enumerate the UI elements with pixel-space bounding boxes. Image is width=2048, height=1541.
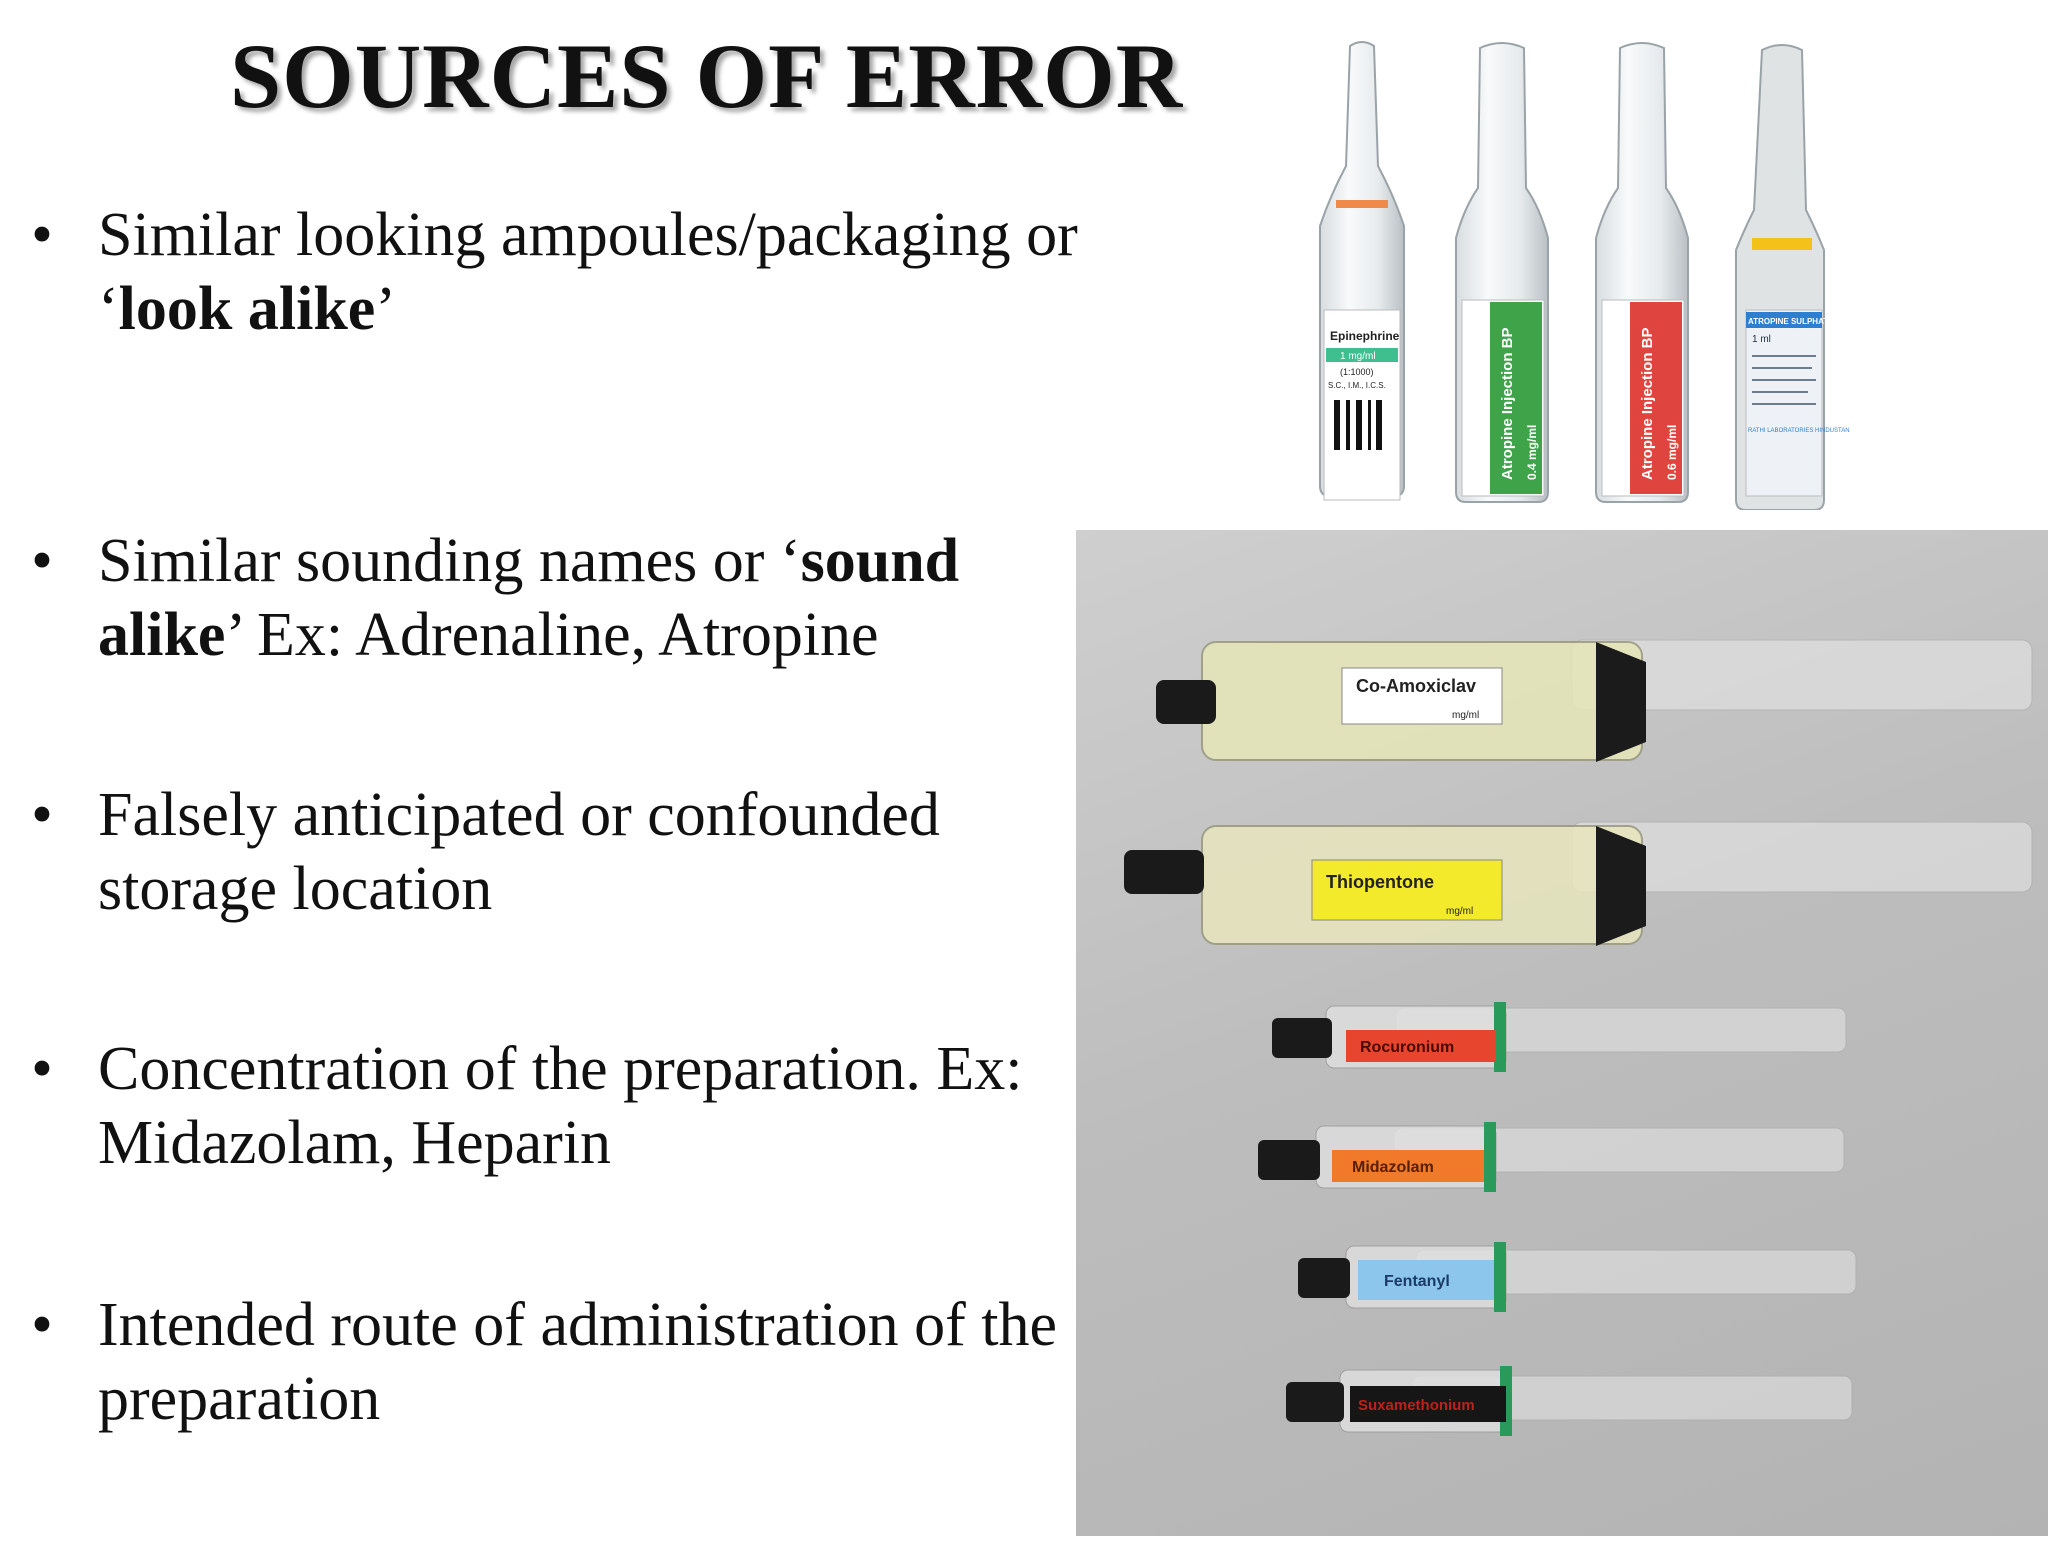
syringes-drawing <box>1076 530 2048 1536</box>
syringes-photo <box>1076 530 2048 1536</box>
ampoule-atropine-06 <box>1596 43 1688 502</box>
bullet-glyph: • <box>31 201 53 269</box>
syringe-label: Midazolam <box>1352 1159 1434 1176</box>
bullet-item <box>31 778 1078 926</box>
ampoule-label-dose: 0.6 mg/ml <box>1665 424 1679 480</box>
bullet-text-end: ’ Ex: Adrenaline, Atropine <box>225 601 879 669</box>
ampoule-label-dose: 0.4 mg/ml <box>1525 424 1539 480</box>
bullet-item <box>31 198 1078 346</box>
bullet-text: Similar sounding names or ‘ <box>98 527 801 595</box>
syringe-label: Suxamethonium <box>1358 1397 1475 1414</box>
bullet-item <box>31 1032 1078 1180</box>
syringe-label: Fentanyl <box>1384 1273 1450 1290</box>
bullet-item <box>31 524 1078 672</box>
bullet-text: Similar looking ampoules/packaging or ‘ <box>98 201 1078 343</box>
ampoule-label-dose: 1 mg/ml <box>1340 351 1376 362</box>
slide-title: SOURCES OF ERROR <box>230 25 1184 127</box>
ampoule-label-name: Epinephrine <box>1330 329 1400 343</box>
bullet-glyph: • <box>31 1035 53 1103</box>
syringe-midazolam <box>1258 1122 1844 1192</box>
syringe-rocuronium <box>1272 1002 1846 1072</box>
syringe-unit: mg/ml <box>1446 906 1474 917</box>
bullet-emphasis: look alike <box>118 275 376 343</box>
syringe-label: Rocuronium <box>1360 1039 1455 1056</box>
ampoule-epinephrine <box>1320 42 1404 500</box>
ampoules-photo <box>1300 40 1870 510</box>
ampoule-label-name: Atropine Injection BP <box>1639 327 1656 480</box>
syringe-label: Thiopentone <box>1326 872 1434 892</box>
bullet-item <box>31 1288 1078 1436</box>
syringe-suxamethonium <box>1286 1366 1852 1436</box>
ampoule-label-ratio: (1:1000) <box>1340 367 1374 377</box>
ampoule-label-name: Atropine Injection BP <box>1499 327 1516 480</box>
bullet-text-end: ’ <box>375 275 396 343</box>
syringe-fentanyl <box>1298 1242 1856 1312</box>
bullet-text: Intended route of administration of the preparation <box>98 1291 1058 1433</box>
syringe-label: Co-Amoxiclav <box>1356 676 1477 696</box>
bullet-emphasis: sound alike <box>98 527 960 669</box>
bullet-glyph: • <box>31 1291 53 1359</box>
syringe-unit: mg/ml <box>1452 710 1480 721</box>
ampoule-atropine-sulphate <box>1736 45 1850 510</box>
syringe-co-amoxiclav <box>1156 640 2032 762</box>
bullet-text: Concentration of the preparation. Ex: Midazolam, Heparin <box>98 1035 1023 1177</box>
bullet-glyph: • <box>31 781 53 849</box>
ampoule-label-name: ATROPINE SULPHATE <box>1748 317 1834 326</box>
bullet-text: Falsely anticipated or confounded storage location <box>98 781 940 923</box>
ampoule-label-maker: RATHI LABORATORIES HINDUSTAN <box>1748 428 1850 434</box>
bullet-glyph: • <box>31 527 53 595</box>
ampoule-label-route: S.C., I.M., I.C.S. <box>1328 381 1386 390</box>
ampoule-atropine-04 <box>1456 43 1548 502</box>
syringe-thiopentone <box>1124 822 2032 946</box>
ampoule-label-dose: 1 ml <box>1752 334 1771 345</box>
